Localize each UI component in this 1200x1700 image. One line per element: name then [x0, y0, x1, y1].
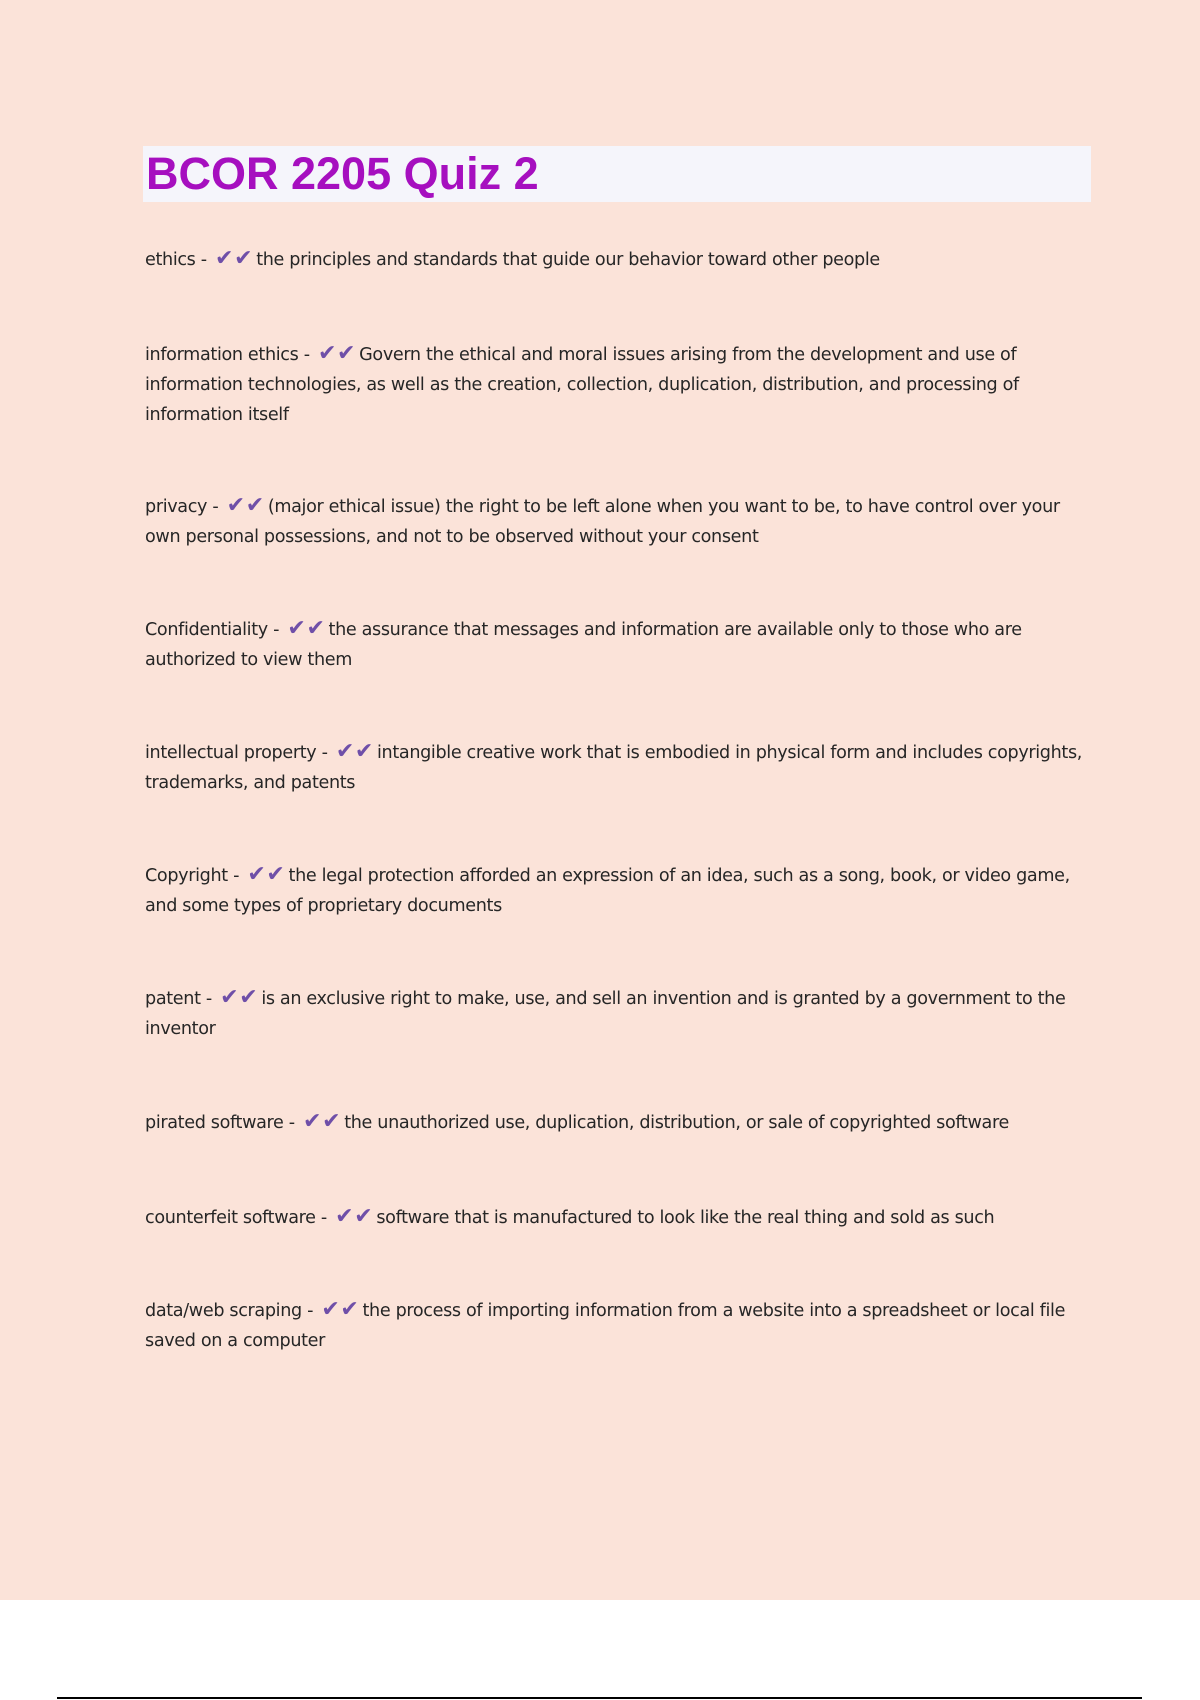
term-definition: Govern the ethical and moral issues arising from the development and use of information technologies, as well as the creation, collection, duplication, distribution, and processing of information itself — [145, 345, 1019, 425]
check-icon: ✔ — [303, 1109, 322, 1134]
check-icon: ✔ — [239, 985, 258, 1010]
term-name: privacy — [145, 497, 208, 517]
term-name: ethics — [145, 250, 196, 270]
term-definition: the assurance that messages and information are available only to those who are authorized to view them — [145, 620, 1022, 670]
check-icon: ✔ — [247, 862, 266, 887]
list-item — [145, 738, 1090, 798]
list-item — [145, 340, 1090, 430]
check-icon: ✔ — [245, 493, 264, 518]
list-item — [145, 492, 1090, 552]
term-name: intellectual property — [145, 743, 317, 763]
list-item — [145, 245, 1090, 275]
list-item — [145, 984, 1090, 1044]
check-icon: ✔ — [317, 341, 337, 366]
check-icon: ✔ — [337, 341, 356, 366]
check-icon: ✔ — [287, 616, 306, 641]
term-definition: the process of importing information from a website into a spreadsheet or local file saved on a computer — [145, 1301, 1066, 1351]
check-icon: ✔ — [226, 493, 245, 518]
check-icon: ✔ — [220, 985, 239, 1010]
term-separator: - — [303, 345, 310, 365]
term-name: Confidentiality — [145, 620, 268, 640]
term-definition: the legal protection afforded an expression of an idea, such as a song, book, or video game, and some types of proprietary documents — [145, 866, 1070, 916]
list-item — [145, 615, 1090, 675]
term-definition: software that is manufactured to look like the real thing and sold as such — [376, 1208, 995, 1228]
term-name: Copyright — [145, 866, 228, 886]
check-icon: ✔ — [354, 1204, 373, 1229]
list-item — [145, 1296, 1090, 1356]
term-separator: - — [205, 989, 212, 1009]
title-banner — [143, 146, 1091, 202]
check-icon: ✔ — [266, 862, 285, 887]
term-separator: - — [320, 1208, 327, 1228]
term-name: pirated software — [145, 1113, 284, 1133]
check-icon: ✔ — [234, 246, 253, 271]
list-item — [145, 861, 1090, 921]
term-separator: - — [288, 1113, 295, 1133]
check-icon: ✔ — [335, 739, 354, 764]
term-separator: - — [200, 250, 207, 270]
check-icon: ✔ — [322, 1109, 341, 1134]
term-definition: the principles and standards that guide our behavior toward other people — [256, 250, 880, 270]
term-definition: intangible creative work that is embodied in physical form and includes copyrights, trademarks, and patents — [145, 743, 1083, 793]
footer-divider — [57, 1697, 1142, 1699]
term-definition: the unauthorized use, duplication, distribution, or sale of copyrighted software — [344, 1113, 1009, 1133]
term-name: information ethics — [145, 345, 299, 365]
check-icon: ✔ — [335, 1204, 354, 1229]
document-title: BCOR 2205 Quiz 2 — [146, 148, 539, 199]
check-icon: ✔ — [306, 616, 325, 641]
term-separator: - — [212, 497, 219, 517]
term-name: data/web scraping — [145, 1301, 302, 1321]
check-icon: ✔ — [354, 739, 373, 764]
term-separator: - — [307, 1301, 314, 1321]
check-icon: ✔ — [215, 246, 234, 271]
term-separator: - — [273, 620, 280, 640]
term-separator: - — [321, 743, 328, 763]
term-name: counterfeit software — [145, 1208, 316, 1228]
check-icon: ✔ — [340, 1297, 359, 1322]
list-item — [145, 1203, 1090, 1233]
check-icon: ✔ — [321, 1297, 340, 1322]
term-name: patent — [145, 989, 201, 1009]
term-separator: - — [233, 866, 240, 886]
term-definition: (major ethical issue) the right to be left alone when you want to be, to have control over your own personal possessions, and not to be observed without your consent — [145, 497, 1060, 547]
list-item — [145, 1108, 1090, 1138]
term-definition: is an exclusive right to make, use, and sell an invention and is granted by a government to the inventor — [145, 989, 1066, 1039]
